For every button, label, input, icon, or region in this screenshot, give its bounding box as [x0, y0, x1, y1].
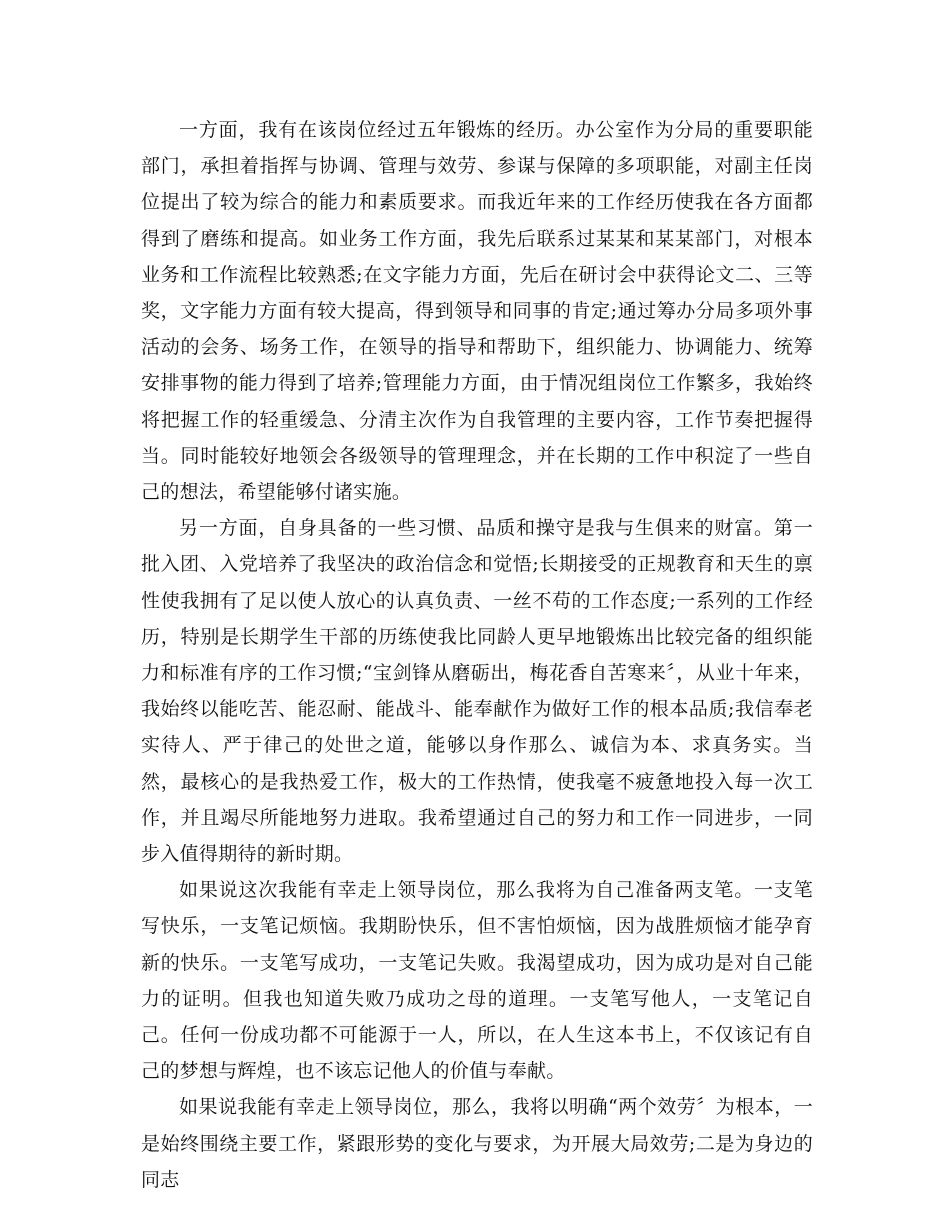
paragraph-4: 如果说我能有幸走上领导岗位，那么，我将以明确“两个效劳〞为根本，一是始终围绕主要工作，紧跟形势的变化与要求，为开展大局效劳;二是为身边的同志 [141, 1096, 813, 1191]
document-body [141, 112, 813, 1198]
paragraph-3: 如果说这次我能有幸走上领导岗位，那么我将为自己准备两支笔。一支笔写快乐，一支笔记烦恼。我期盼快乐，但不害怕烦恼，因为战胜烦恼才能孕育新的快乐。一支笔写成功，一支笔记失败。我渴望成功，因为成功是对自己能力的证明。但我也知道失败乃成功之母的道理。一支笔写他人，一支笔记自己。任何一份成功都不可能源于一人，所以，在人生这本书上，不仅该记有自己的梦想与辉煌，也不该忘记他人的价值与奉献。 [141, 879, 813, 1083]
paragraph-1: 一方面，我有在该岗位经过五年锻炼的经历。办公室作为分局的重要职能部门，承担着指挥与协调、管理与效劳、参谋与保障的多项职能，对副主任岗位提出了较为综合的能力和素质要求。而我近年来的工作经历使我在各方面都得到了磨练和提高。如业务工作方面，我先后联系过某某和某某部门，对根本业务和工作流程比较熟悉;在文字能力方面，先后在研讨会中获得论文二、三等奖，文字能力方面有较大提高，得到领导和同事的肯定;通过筹办分局多项外事活动的会务、场务工作，在领导的指导和帮助下，组织能力、协调能力、统筹安排事物的能力得到了培养;管理能力方面，由于情况组岗位工作繁多，我始终将把握工作的轻重缓急、分清主次作为自我管理的主要内容，工作节奏把握得当。同时能较好地领会各级领导的管理理念，并在长期的工作中积淀了一些自己的想法，希望能够付诸实施。 [141, 119, 813, 504]
paragraph-2: 另一方面，自身具备的一些习惯、品质和操守是我与生俱来的财富。第一批入团、入党培养了我坚决的政治信念和觉悟;长期接受的正规教育和天生的禀性使我拥有了足以使人放心的认真负责、一丝不苟的工作态度;一系列的工作经历，特别是长期学生干部的历练使我比同龄人更早地锻炼出比较完备的组织能力和标准有序的工作习惯;“宝剑锋从磨砺出，梅花香自苦寒来〞，从业十年来，我始终以能吃苦、能忍耐、能战斗、能奉献作为做好工作的根本品质;我信奉老实待人、严于律己的处世之道，能够以身作那么、诚信为本、求真务实。当然，最核心的是我热爱工作，极大的工作热情，使我毫不疲惫地投入每一次工作，并且竭尽所能地努力进取。我希望通过自己的努力和工作一同进步，一同步入值得期待的新时期。 [141, 517, 813, 866]
